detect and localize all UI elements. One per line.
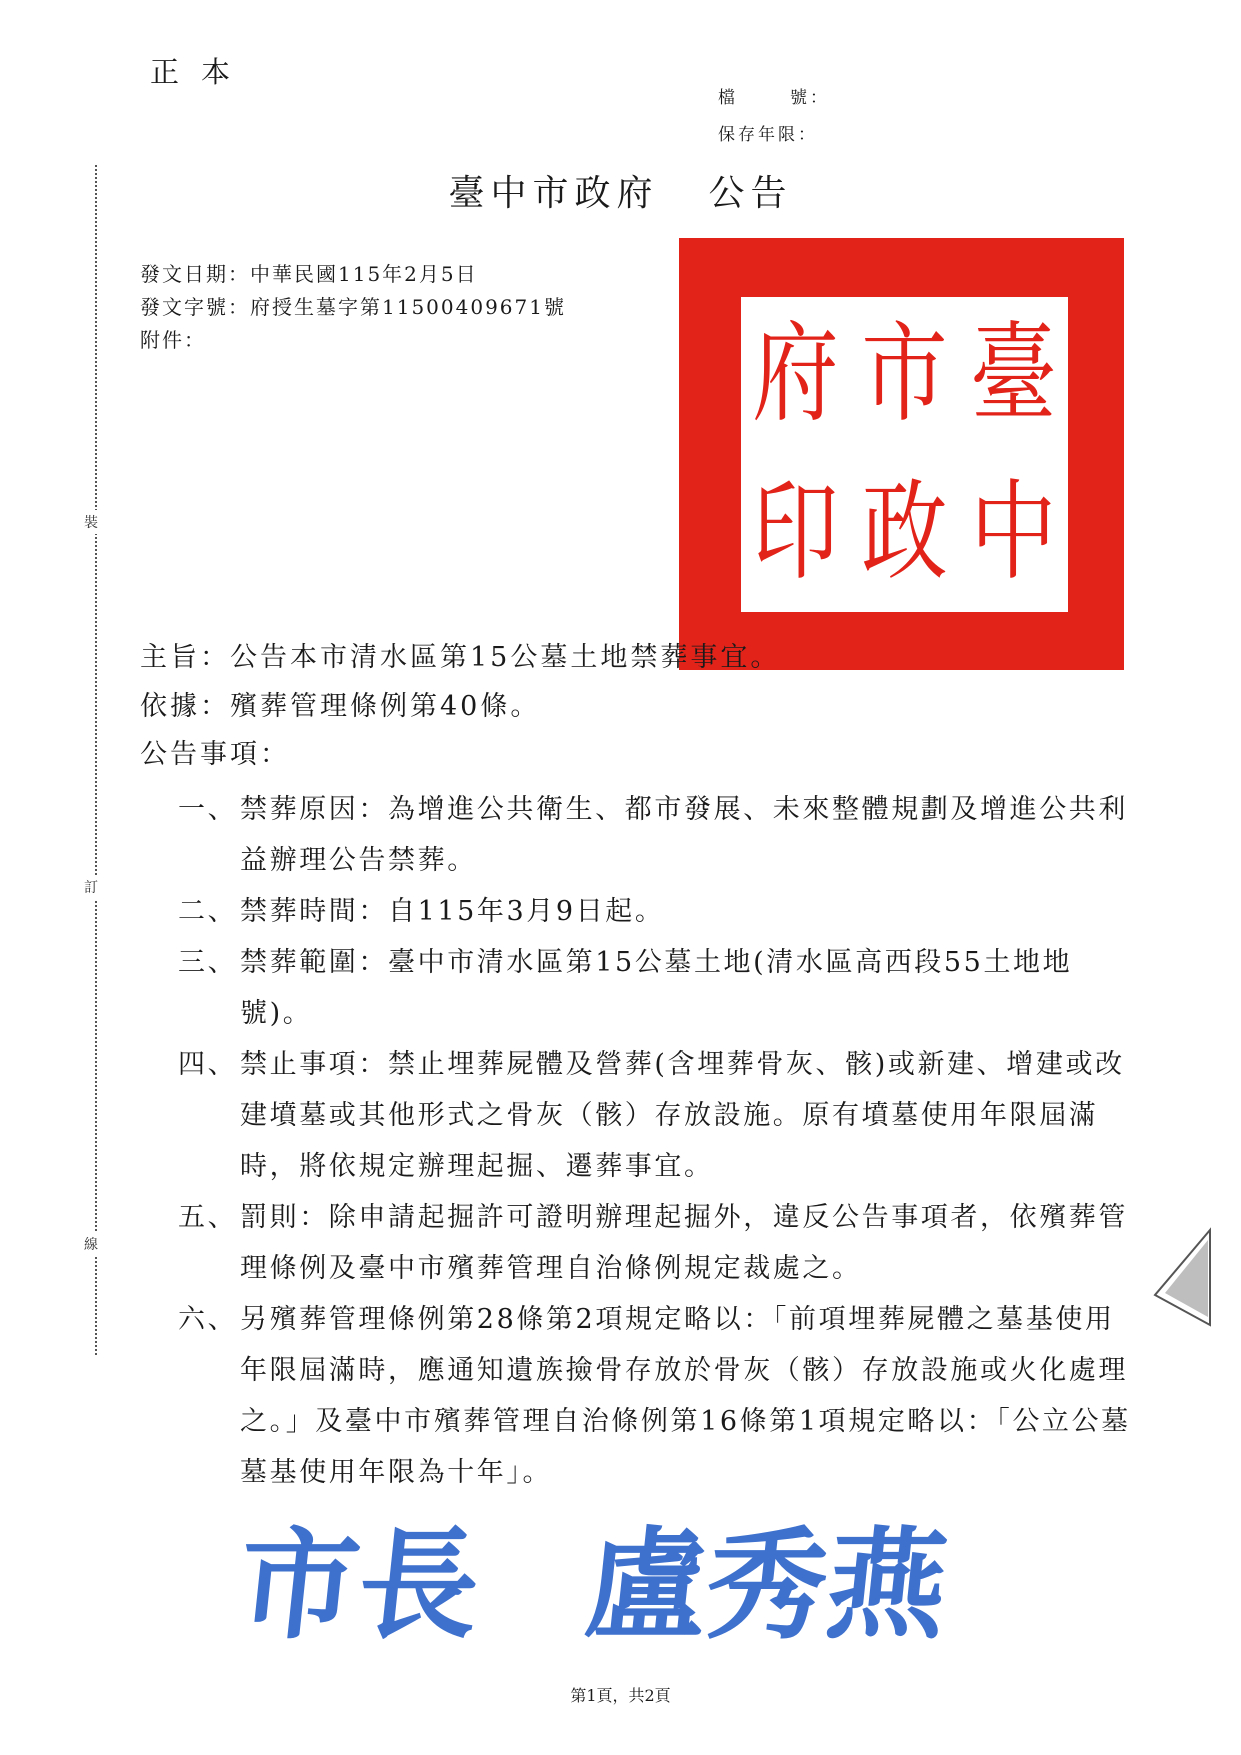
basis-text: 殯葬管理條例第40條。 bbox=[230, 691, 541, 722]
announcement-item bbox=[178, 1294, 1138, 1498]
binding-mark-ding: 訂 bbox=[84, 875, 98, 899]
seal-characters bbox=[741, 297, 1068, 612]
page-indicator: 第1頁，共2頁 bbox=[570, 1686, 671, 1705]
document-number-value: 府授生墓字第11500409671號 bbox=[250, 295, 566, 319]
binding-mark-zhuang: 裝 bbox=[84, 510, 98, 534]
announcement-item bbox=[178, 937, 1138, 1039]
seal-char: 臺 bbox=[970, 312, 1057, 437]
item-text: 禁葬範圍：臺中市清水區第15公墓土地(清水區高西段55土地地號)。 bbox=[240, 947, 1073, 1029]
retention-period-label: 保存年限： bbox=[718, 125, 818, 145]
seal-char: 市 bbox=[861, 312, 948, 437]
document-number-label: 發文字號： bbox=[140, 295, 250, 319]
announcement-items-heading: 公告事項： bbox=[140, 739, 290, 770]
seal-char: 中 bbox=[970, 469, 1057, 595]
archive-number-label-left: 檔 bbox=[718, 88, 738, 108]
subject-label: 主旨： bbox=[140, 642, 230, 673]
binding-margin-line bbox=[95, 165, 97, 1355]
original-copy-label: 正本 bbox=[150, 55, 253, 89]
item-text: 罰則：除申請起掘許可證明辦理起掘外，違反公告事項者，依殯葬管理條例及臺中市殯葬管理自治條例規定裁處之。 bbox=[240, 1202, 1128, 1284]
issue-date bbox=[140, 258, 478, 287]
announcement-items bbox=[178, 784, 1138, 1498]
announcement-item bbox=[178, 1039, 1138, 1192]
basis-label: 依據： bbox=[140, 691, 230, 722]
document-type: 公告 bbox=[708, 173, 793, 214]
item-number: 四、 bbox=[178, 1049, 238, 1080]
seal-inner-field bbox=[741, 297, 1068, 612]
item-number: 三、 bbox=[178, 947, 238, 978]
subject-text: 公告本市清水區第15公墓土地禁葬事宜。 bbox=[230, 642, 781, 673]
issue-date-label: 發文日期： bbox=[140, 262, 250, 286]
seal-char: 府 bbox=[752, 312, 839, 437]
document-title bbox=[0, 165, 1241, 216]
item-number: 一、 bbox=[178, 794, 238, 825]
item-number: 五、 bbox=[178, 1202, 238, 1233]
binding-mark-xian: 線 bbox=[84, 1232, 98, 1256]
seal-char: 印 bbox=[752, 469, 839, 595]
document-number bbox=[140, 291, 566, 320]
seal-char: 政 bbox=[861, 469, 948, 595]
item-text: 禁葬時間：自115年3月9日起。 bbox=[240, 896, 665, 927]
item-text: 另殯葬管理條例第28條第2項規定略以：「前項埋葬屍體之墓基使用年限屆滿時，應通知遺族撿骨存放於骨灰（骸）存放設施或火化處理之。」及臺中市殯葬管理自治條例第16條第1項規定略以：「公立公墓墓基使用年限為十年」。 bbox=[240, 1304, 1131, 1488]
announcement-item bbox=[178, 1192, 1138, 1294]
legal-basis bbox=[140, 692, 540, 722]
item-text: 禁葬原因：為增進公共衛生、都市發展、未來整體規劃及增進公共利益辦理公告禁葬。 bbox=[240, 794, 1128, 876]
archive-number-label-right: 號： bbox=[790, 88, 830, 108]
subject bbox=[140, 643, 780, 673]
item-number: 二、 bbox=[178, 896, 238, 927]
archive-number-label bbox=[718, 83, 830, 108]
announcement-item bbox=[178, 886, 1138, 937]
issue-date-value: 中華民國115年2月5日 bbox=[250, 262, 478, 286]
official-seal bbox=[679, 238, 1124, 670]
signature-title: 市長 bbox=[231, 1515, 487, 1656]
mayor-signature-stamp bbox=[231, 1490, 976, 1662]
announcement-item bbox=[178, 784, 1138, 886]
agency-name: 臺中市政府 bbox=[448, 173, 659, 214]
item-text: 禁止事項：禁止埋葬屍體及營葬(含埋葬骨灰、骸)或新建、增建或改建墳墓或其他形式之骨灰（骸）存放設施。原有墳墓使用年限屆滿時，將依規定辦理起掘、遷葬事宜。 bbox=[240, 1049, 1125, 1182]
signature-name: 盧秀燕 bbox=[579, 1515, 955, 1656]
attachment: 附件： bbox=[140, 328, 206, 352]
item-number: 六、 bbox=[178, 1304, 238, 1335]
partial-seal-stamp-icon bbox=[1150, 1225, 1220, 1335]
